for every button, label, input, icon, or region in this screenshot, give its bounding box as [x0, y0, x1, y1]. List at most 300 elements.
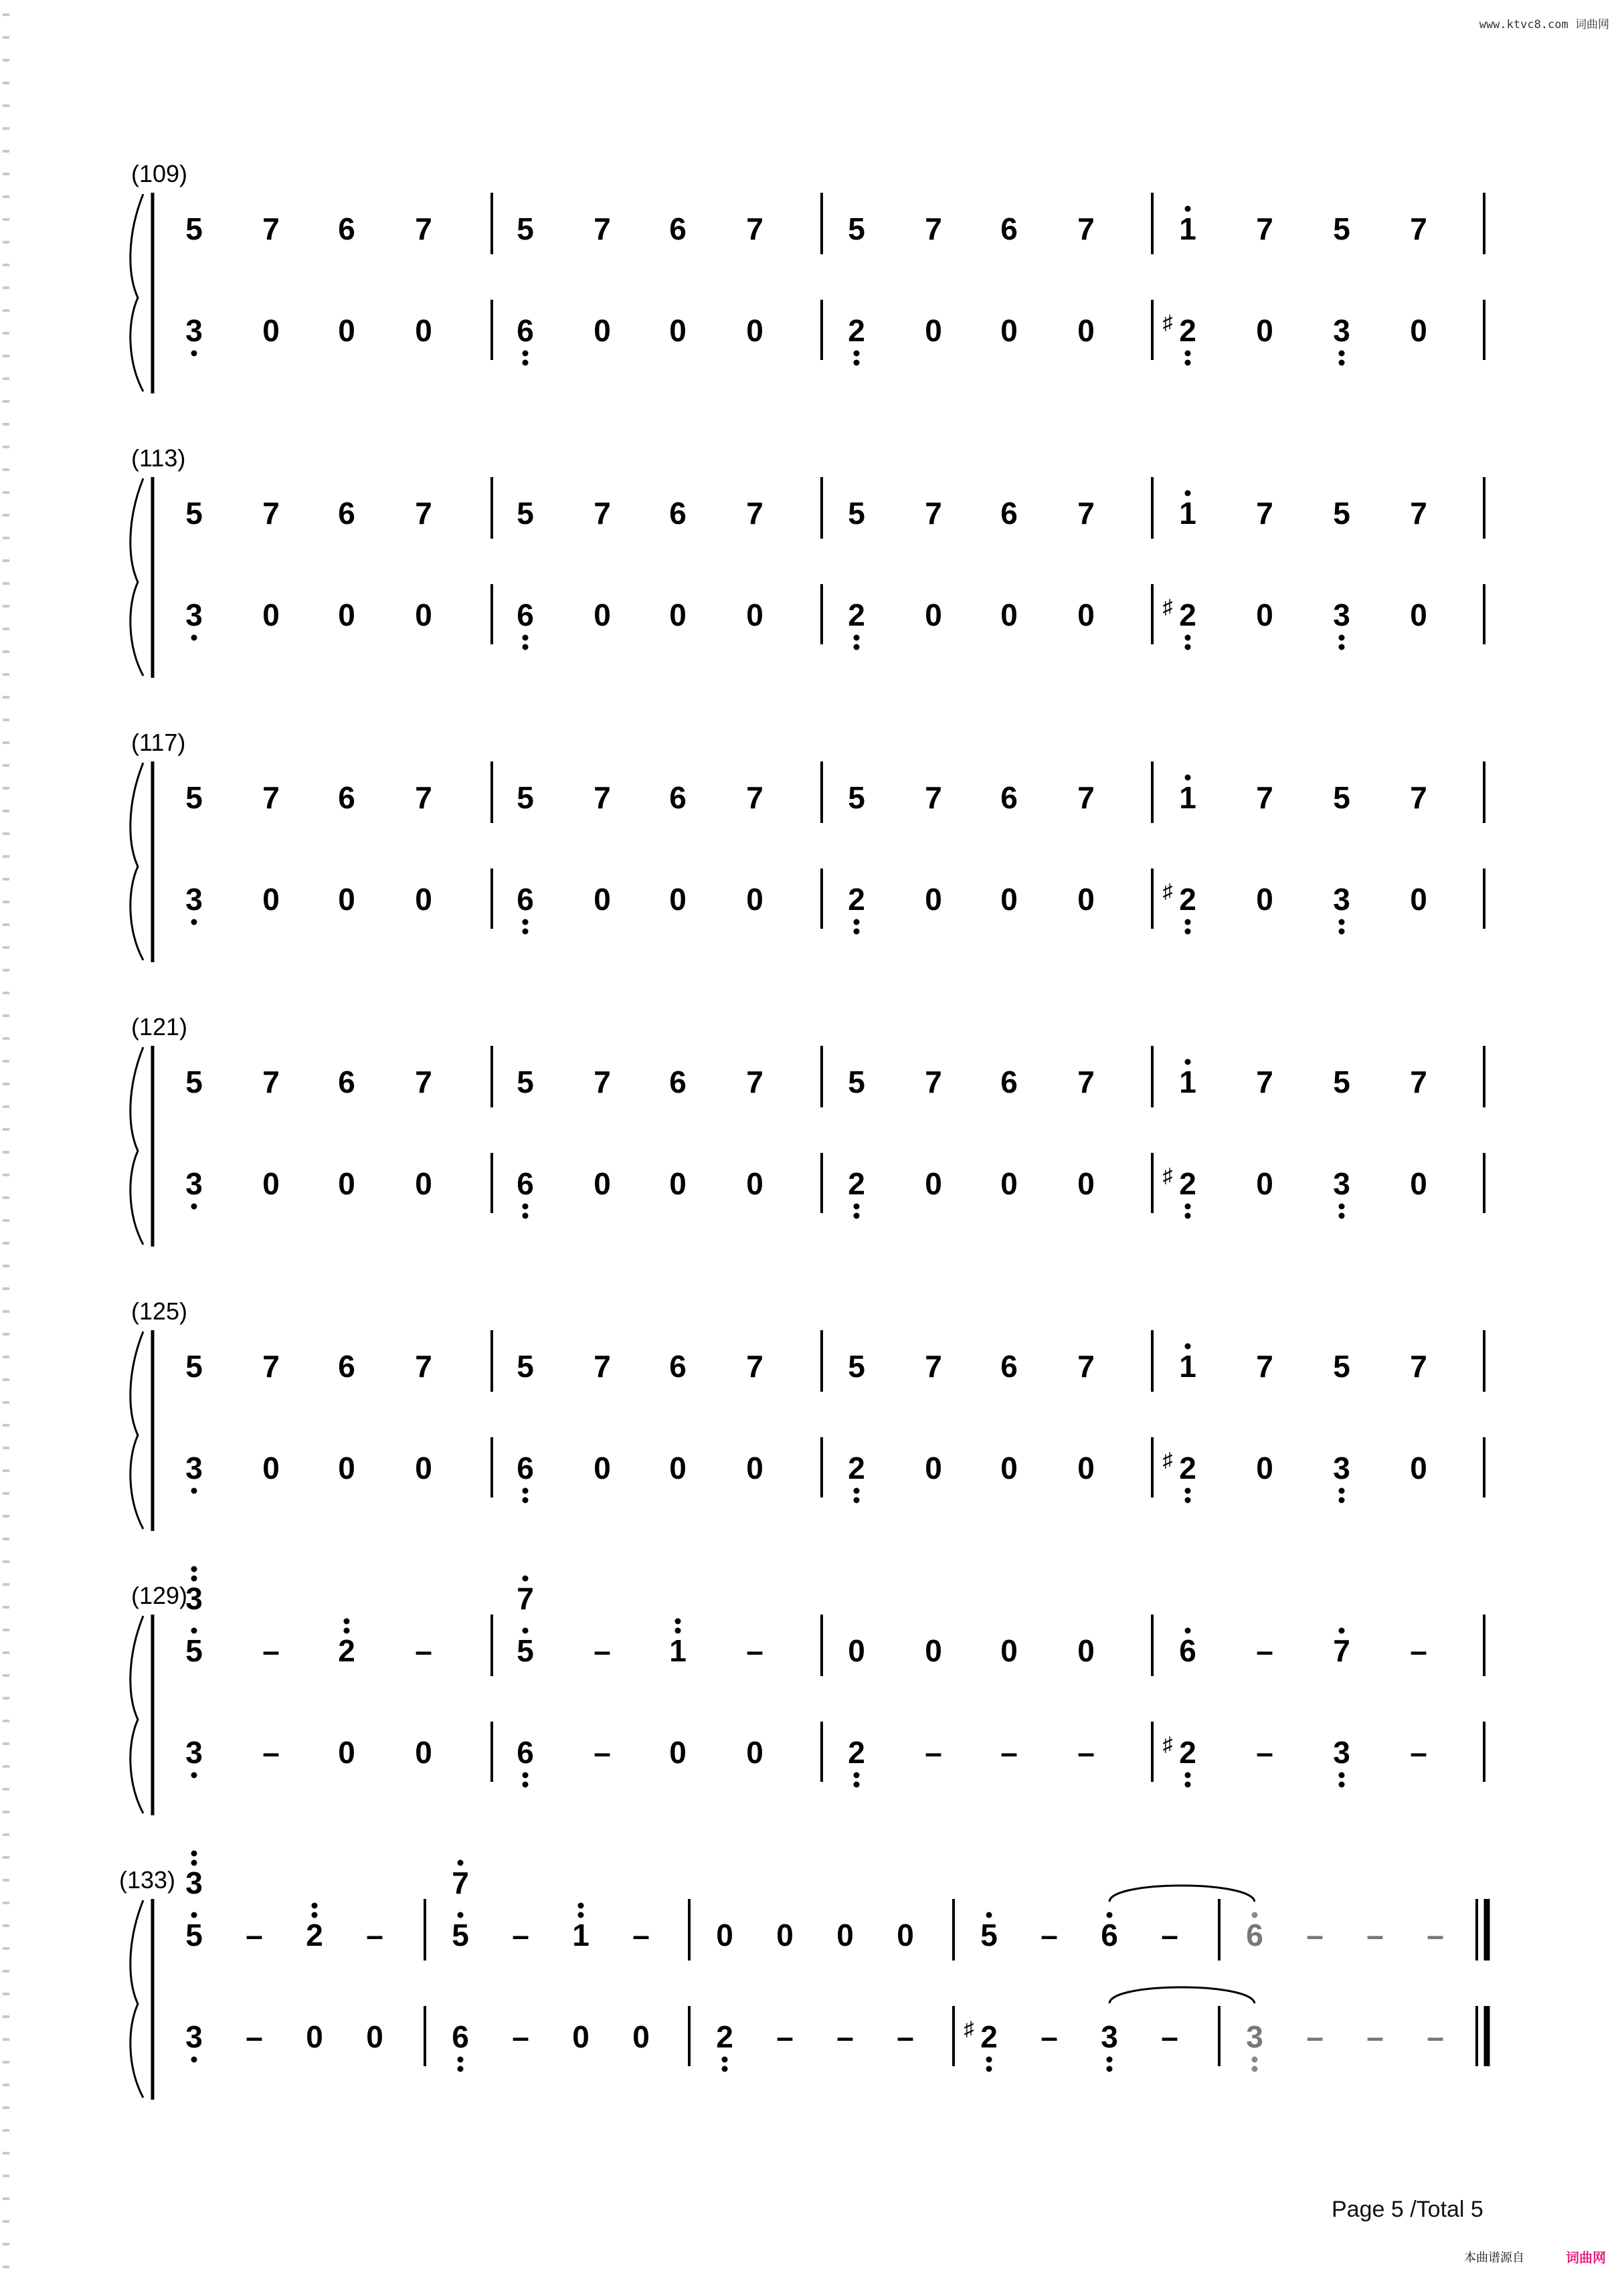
note: 7 — [1410, 1349, 1427, 1384]
low-octave-dot — [191, 351, 197, 357]
note: 5 — [1333, 1065, 1350, 1099]
note: 0 — [415, 598, 432, 632]
note: 6 — [452, 2019, 469, 2054]
note: 6 — [1000, 1349, 1018, 1384]
chord-note: 7 — [452, 1865, 469, 1900]
note: 6 — [338, 1065, 355, 1099]
high-octave-dot — [191, 1566, 197, 1572]
note: 0 — [746, 598, 763, 632]
note: 7 — [1077, 211, 1095, 246]
note: 0 — [1000, 598, 1018, 632]
note: 0 — [415, 1451, 432, 1485]
note: 0 — [1000, 1166, 1018, 1201]
low-octave-dot — [523, 1488, 529, 1494]
note: 6 — [669, 780, 687, 815]
note: 3 — [185, 598, 203, 632]
brace — [130, 1332, 143, 1529]
note: 6 — [517, 1166, 534, 1201]
note: 0 — [262, 313, 280, 348]
note: 5 — [517, 496, 534, 531]
low-octave-dot — [1339, 360, 1345, 366]
note: 6 — [1000, 780, 1018, 815]
low-octave-dot — [523, 929, 529, 935]
note: 6 — [669, 496, 687, 531]
low-octave-dot — [1339, 1782, 1345, 1788]
high-octave-dot — [1185, 1344, 1191, 1350]
note: 5 — [1333, 211, 1350, 246]
note: 0 — [925, 882, 942, 917]
note: 0 — [1410, 1166, 1427, 1201]
note: 7 — [925, 780, 942, 815]
note: 0 — [594, 313, 611, 348]
note: 0 — [415, 313, 432, 348]
note: – — [262, 1633, 280, 1668]
brace — [130, 194, 143, 391]
note: 2 — [848, 1451, 865, 1485]
note: 7 — [746, 1065, 763, 1099]
note: 2 — [1179, 882, 1196, 917]
note: 5 — [848, 211, 865, 246]
note: 7 — [925, 211, 942, 246]
note: 6 — [669, 1349, 687, 1384]
high-octave-dot — [523, 1628, 529, 1634]
note: 7 — [1077, 1065, 1095, 1099]
sharp-sign: ♯ — [1162, 881, 1173, 903]
note: 0 — [1000, 313, 1018, 348]
low-octave-dot — [523, 644, 529, 650]
low-octave-dot — [458, 2066, 464, 2072]
note: 3 — [185, 1735, 203, 1770]
note: 5 — [1333, 496, 1350, 531]
note: 0 — [1410, 598, 1427, 632]
note: 7 — [1410, 211, 1427, 246]
low-octave-dot — [854, 1488, 860, 1494]
note: – — [512, 2019, 529, 2054]
tie — [1109, 1886, 1255, 1902]
note: 0 — [746, 882, 763, 917]
note: 0 — [746, 1735, 763, 1770]
note: 0 — [594, 882, 611, 917]
low-octave-dot — [1185, 1772, 1191, 1778]
note: – — [1077, 1735, 1095, 1770]
note: 7 — [1077, 496, 1095, 531]
note: – — [1041, 1918, 1058, 1952]
note: 0 — [746, 1451, 763, 1485]
low-octave-dot — [1339, 1488, 1345, 1494]
high-octave-dot — [312, 1903, 318, 1909]
note: 0 — [262, 598, 280, 632]
high-octave-dot — [1185, 1628, 1191, 1634]
note: 0 — [1000, 1451, 1018, 1485]
note: 6 — [517, 1451, 534, 1485]
note: 0 — [338, 882, 355, 917]
low-octave-dot — [722, 2066, 728, 2072]
high-octave-dot — [523, 1576, 529, 1582]
sharp-sign: ♯ — [1162, 1734, 1173, 1756]
note: 5 — [185, 1918, 203, 1952]
sharp-sign: ♯ — [1162, 596, 1173, 618]
note: 7 — [415, 1065, 432, 1099]
note: 6 — [669, 211, 687, 246]
note: 0 — [669, 1166, 687, 1201]
high-octave-dot — [986, 1912, 992, 1918]
note: – — [1041, 2019, 1058, 2054]
low-octave-dot — [1252, 2066, 1258, 2072]
low-octave-dot — [854, 929, 860, 935]
page-number: Page 5 /Total 5 — [1332, 2197, 1483, 2222]
note: 3 — [1333, 313, 1350, 348]
measure-number: (113) — [131, 444, 186, 472]
low-octave-dot — [1252, 2057, 1258, 2063]
note: 6 — [517, 1735, 534, 1770]
note: 0 — [1077, 1451, 1095, 1485]
note: – — [415, 1633, 432, 1668]
note: 0 — [338, 1166, 355, 1201]
note: 7 — [594, 780, 611, 815]
note: 0 — [746, 1166, 763, 1201]
note: 5 — [980, 1918, 998, 1952]
sharp-sign: ♯ — [1162, 1449, 1173, 1471]
note: 7 — [262, 1065, 280, 1099]
low-octave-dot — [458, 2057, 464, 2063]
note: 0 — [366, 2019, 383, 2054]
note: 7 — [925, 1065, 942, 1099]
note: 0 — [1077, 1166, 1095, 1201]
low-octave-dot — [523, 1497, 529, 1503]
high-octave-dot — [344, 1619, 350, 1625]
note: 7 — [594, 1065, 611, 1099]
note: 7 — [262, 780, 280, 815]
note: 5 — [185, 1349, 203, 1384]
note: 2 — [848, 882, 865, 917]
note: 0 — [1000, 1633, 1018, 1668]
high-octave-dot — [578, 1912, 584, 1918]
chord-note: 3 — [185, 1865, 203, 1900]
note: 7 — [1077, 1349, 1095, 1384]
site-header: www.ktvc8.com 词曲网 — [1479, 18, 1609, 31]
note: 0 — [262, 1451, 280, 1485]
low-octave-dot — [191, 1488, 197, 1494]
low-octave-dot — [722, 2057, 728, 2063]
low-octave-dot — [854, 360, 860, 366]
note: 0 — [1256, 598, 1273, 632]
low-octave-dot — [523, 351, 529, 357]
note: – — [1161, 2019, 1178, 2054]
low-octave-dot — [191, 2057, 197, 2063]
note: 7 — [415, 496, 432, 531]
note: 0 — [897, 1918, 914, 1952]
note: 7 — [594, 496, 611, 531]
note: – — [897, 2019, 914, 2054]
note: 5 — [185, 1633, 203, 1668]
low-octave-dot — [1107, 2066, 1113, 2072]
note: 7 — [746, 780, 763, 815]
note: 7 — [594, 211, 611, 246]
note: 2 — [1179, 1735, 1196, 1770]
note: 6 — [1000, 211, 1018, 246]
note: 0 — [1410, 1451, 1427, 1485]
low-octave-dot — [191, 635, 197, 641]
note: 2 — [1179, 598, 1196, 632]
note: 3 — [1333, 882, 1350, 917]
low-octave-dot — [854, 1497, 860, 1503]
note: 7 — [1256, 496, 1273, 531]
high-octave-dot — [191, 1576, 197, 1582]
note: 2 — [848, 1166, 865, 1201]
note: 2 — [848, 313, 865, 348]
note: – — [366, 1918, 383, 1952]
low-octave-dot — [523, 1782, 529, 1788]
note: 7 — [1256, 1349, 1273, 1384]
low-octave-dot — [986, 2066, 992, 2072]
low-octave-dot — [1339, 1497, 1345, 1503]
note: 5 — [517, 211, 534, 246]
note: 0 — [572, 2019, 590, 2054]
note: 0 — [338, 1735, 355, 1770]
note: – — [512, 1918, 529, 1952]
low-octave-dot — [1185, 1488, 1191, 1494]
high-octave-dot — [191, 1851, 197, 1857]
note: 5 — [517, 1349, 534, 1384]
note: 3 — [185, 882, 203, 917]
note: 0 — [594, 598, 611, 632]
note: 2 — [848, 1735, 865, 1770]
high-octave-dot — [191, 1628, 197, 1634]
low-octave-dot — [1107, 2057, 1113, 2063]
note: 7 — [1410, 496, 1427, 531]
sharp-sign: ♯ — [964, 2018, 974, 2040]
low-octave-dot — [1339, 1204, 1345, 1210]
low-octave-dot — [854, 1772, 860, 1778]
note: 6 — [1179, 1633, 1196, 1668]
note: 3 — [185, 1451, 203, 1485]
sharp-sign: ♯ — [1162, 312, 1173, 334]
note: 0 — [669, 1735, 687, 1770]
note: 0 — [338, 598, 355, 632]
note: 0 — [925, 1451, 942, 1485]
low-octave-dot — [523, 1204, 529, 1210]
high-octave-dot — [312, 1912, 318, 1918]
note: 0 — [1077, 1633, 1095, 1668]
note: 3 — [1333, 1166, 1350, 1201]
note: 2 — [980, 2019, 998, 2054]
note: 2 — [1179, 313, 1196, 348]
note: 0 — [836, 1918, 854, 1952]
note: 5 — [185, 211, 203, 246]
note: 6 — [338, 211, 355, 246]
chord-note: 3 — [185, 1581, 203, 1616]
note: 5 — [1333, 1349, 1350, 1384]
brace — [130, 1616, 143, 1813]
note: 7 — [594, 1349, 611, 1384]
low-octave-dot — [854, 644, 860, 650]
note: 6 — [517, 313, 534, 348]
note: – — [1161, 1918, 1178, 1952]
note: – — [1256, 1735, 1273, 1770]
note: – — [246, 2019, 263, 2054]
note: 7 — [415, 1349, 432, 1384]
note: 0 — [1410, 313, 1427, 348]
note: 5 — [1333, 780, 1350, 815]
note: – — [594, 1735, 611, 1770]
measure-number: (125) — [131, 1297, 188, 1325]
high-octave-dot — [458, 1860, 464, 1866]
note: 2 — [716, 2019, 733, 2054]
low-octave-dot — [1339, 1213, 1345, 1219]
brace — [130, 1900, 143, 2098]
tie — [1109, 1987, 1255, 2003]
low-octave-dot — [854, 351, 860, 357]
note: 0 — [925, 313, 942, 348]
chord-note: 7 — [517, 1581, 534, 1616]
measure-number: (121) — [131, 1013, 188, 1040]
low-octave-dot — [523, 1772, 529, 1778]
note: 0 — [669, 1451, 687, 1485]
low-octave-dot — [523, 919, 529, 925]
note: 1 — [1179, 1065, 1196, 1099]
note: 0 — [1256, 1451, 1273, 1485]
note: 0 — [925, 1166, 942, 1201]
high-octave-dot — [675, 1628, 681, 1634]
high-octave-dot — [1339, 1628, 1345, 1634]
note: 7 — [415, 211, 432, 246]
note: 0 — [415, 1735, 432, 1770]
high-octave-dot — [1252, 1912, 1258, 1918]
note: – — [262, 1735, 280, 1770]
note: 1 — [1179, 780, 1196, 815]
low-octave-dot — [854, 635, 860, 641]
high-octave-dot — [1185, 775, 1191, 781]
low-octave-dot — [1339, 635, 1345, 641]
note: 0 — [746, 313, 763, 348]
note: 7 — [1077, 780, 1095, 815]
note: 3 — [185, 313, 203, 348]
note: 5 — [185, 1065, 203, 1099]
note: 7 — [262, 496, 280, 531]
note: 0 — [262, 882, 280, 917]
high-octave-dot — [191, 1860, 197, 1866]
note: 0 — [415, 1166, 432, 1201]
measure-number: (117) — [131, 729, 186, 756]
low-octave-dot — [1185, 1204, 1191, 1210]
note: 0 — [1077, 313, 1095, 348]
note: 3 — [1333, 1451, 1350, 1485]
high-octave-dot — [1107, 1912, 1113, 1918]
note: 0 — [925, 1633, 942, 1668]
note: 0 — [1256, 313, 1273, 348]
note: 6 — [1246, 1918, 1263, 1952]
note: 3 — [185, 2019, 203, 2054]
low-octave-dot — [1185, 360, 1191, 366]
low-octave-dot — [523, 1213, 529, 1219]
note: 0 — [669, 313, 687, 348]
note: 7 — [1256, 1065, 1273, 1099]
note: 3 — [1333, 598, 1350, 632]
note: 7 — [746, 211, 763, 246]
low-octave-dot — [1185, 644, 1191, 650]
low-octave-dot — [854, 919, 860, 925]
note: 3 — [1101, 2019, 1118, 2054]
note: 5 — [848, 1349, 865, 1384]
high-octave-dot — [1185, 490, 1191, 496]
low-octave-dot — [1185, 1782, 1191, 1788]
note: 6 — [517, 882, 534, 917]
note: – — [632, 1918, 650, 1952]
note: 0 — [1077, 598, 1095, 632]
note: 0 — [669, 598, 687, 632]
high-octave-dot — [344, 1628, 350, 1634]
sharp-sign: ♯ — [1162, 1165, 1173, 1187]
low-octave-dot — [523, 635, 529, 641]
note: 0 — [848, 1633, 865, 1668]
low-octave-dot — [191, 1772, 197, 1778]
note: 1 — [669, 1633, 687, 1668]
note: 5 — [185, 496, 203, 531]
note: 0 — [1256, 1166, 1273, 1201]
note: 7 — [1256, 780, 1273, 815]
low-octave-dot — [854, 1782, 860, 1788]
note: 5 — [185, 780, 203, 815]
note: 7 — [925, 1349, 942, 1384]
note: 5 — [848, 496, 865, 531]
note: 5 — [517, 1065, 534, 1099]
note: 1 — [1179, 496, 1196, 531]
low-octave-dot — [1339, 1772, 1345, 1778]
brace — [130, 478, 143, 676]
note: 7 — [262, 1349, 280, 1384]
low-octave-dot — [986, 2057, 992, 2063]
note: 0 — [594, 1166, 611, 1201]
low-octave-dot — [191, 1204, 197, 1210]
low-octave-dot — [191, 919, 197, 925]
note: – — [246, 1918, 263, 1952]
note: 0 — [1410, 882, 1427, 917]
low-octave-dot — [523, 360, 529, 366]
note: 7 — [1333, 1633, 1350, 1668]
note: 6 — [338, 496, 355, 531]
note: 5 — [517, 780, 534, 815]
high-octave-dot — [578, 1903, 584, 1909]
note: 0 — [415, 882, 432, 917]
note: 7 — [262, 211, 280, 246]
low-octave-dot — [1185, 1213, 1191, 1219]
note: 7 — [1410, 780, 1427, 815]
note: 1 — [572, 1918, 590, 1952]
note: 7 — [1410, 1065, 1427, 1099]
note: 5 — [848, 780, 865, 815]
high-octave-dot — [1185, 1059, 1191, 1065]
site-logo: 词曲网 — [1566, 2251, 1606, 2266]
note: 0 — [1000, 882, 1018, 917]
note: – — [1410, 1633, 1427, 1668]
note: 0 — [306, 2019, 323, 2054]
note: 0 — [776, 1918, 794, 1952]
note: – — [1410, 1735, 1427, 1770]
note: 2 — [1179, 1166, 1196, 1201]
measure-number: (133) — [119, 1866, 176, 1894]
note: – — [1427, 1918, 1444, 1952]
note: – — [776, 2019, 794, 2054]
note: 0 — [1077, 882, 1095, 917]
note: 2 — [1179, 1451, 1196, 1485]
note: – — [1306, 1918, 1324, 1952]
low-octave-dot — [1185, 919, 1191, 925]
note: 6 — [1000, 496, 1018, 531]
low-octave-dot — [1339, 929, 1345, 935]
high-octave-dot — [191, 1912, 197, 1918]
note: 6 — [338, 1349, 355, 1384]
note: 7 — [1256, 211, 1273, 246]
